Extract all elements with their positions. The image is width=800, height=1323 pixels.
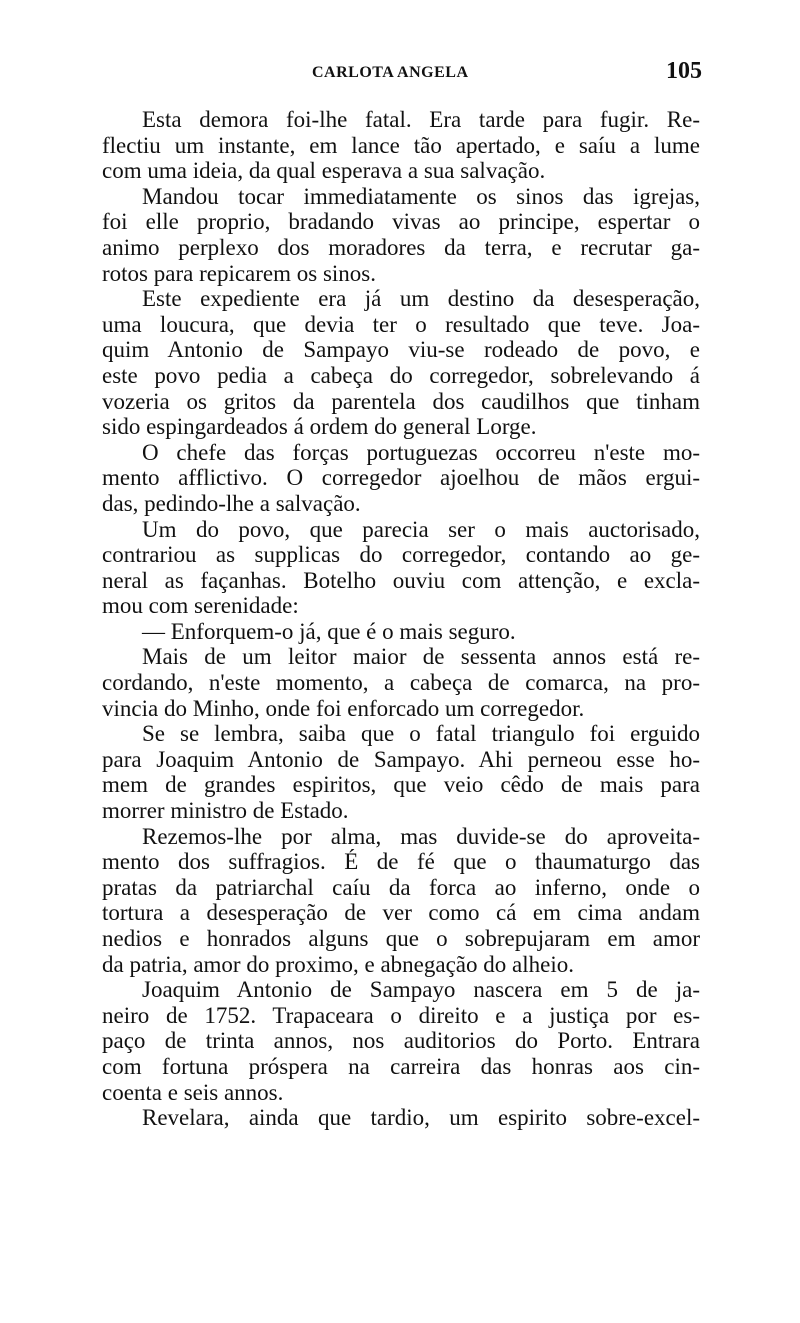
text-line: contrariou as supplicas do corregedor, contando ao ge- (102, 542, 700, 568)
text-line: mem de grandes espiritos, que veio cêdo de mais para (102, 772, 700, 798)
text-line: este povo pedia a cabeça do corregedor, sobrelevando á (102, 362, 700, 388)
text-line: neiro de 1752. Trapaceara o direito e a justiça por es- (102, 1002, 700, 1028)
text-line: Rezemos-lhe por alma, mas duvide-se do aproveita- (142, 823, 700, 849)
text-line: Este expediente era já um destino da desesperação, (142, 286, 700, 312)
text-line: mento dos suffragios. É de fé que o thaumaturgo das (102, 849, 700, 875)
text-line: vincia do Minho, onde foi enforcado um corregedor. (102, 695, 585, 721)
text-line: flectiu um instante, em lance tão apertado, e saíu a lume (102, 132, 700, 158)
text-line: para Joaquim Antonio de Sampayo. Ahi perneou esse ho- (102, 746, 700, 772)
text-line: foi elle proprio, bradando vivas ao principe, espertar o (102, 209, 700, 235)
text-line: O chefe das forças portuguezas occorreu n'este mo- (142, 439, 700, 465)
text-line: morrer ministro de Estado. (102, 798, 349, 824)
text-line: com uma ideia, da qual esperava a sua salvação. (102, 158, 546, 184)
text-line: uma loucura, que devia ter o resultado que teve. Joa- (102, 311, 700, 337)
text-line: Revelara, ainda que tardio, um espirito sobre-excel- (142, 1105, 700, 1131)
text-line: animo perplexo dos moradores da terra, e recrutar ga- (102, 234, 700, 260)
text-line: Um do povo, que parecia ser o mais auctorisado, (142, 516, 700, 542)
text-line: paço de trinta annos, nos auditorios do Porto. Entrara (102, 1028, 700, 1054)
text-line: Mais de um leitor maior de sessenta annos está re- (142, 644, 700, 670)
text-line: neral as façanhas. Botelho ouviu com attenção, e excla- (102, 567, 700, 593)
text-line: tortura a desesperação de ver como cá em cima andam (102, 900, 700, 926)
text-line: nedios e honrados alguns que o sobrepujaram em amor (102, 926, 700, 951)
text-line: sido espingardeados á ordem do general Lorge. (102, 414, 537, 440)
text-line: das, pedindo-lhe a salvação. (102, 490, 361, 516)
text-line: da patria, amor do proximo, e abnegação do alheio. (102, 951, 574, 977)
text-line: Esta demora foi-lhe fatal. Era tarde para fugir. Re- (142, 107, 700, 132)
text-line: com fortuna próspera na carreira das honras aos cin- (102, 1053, 700, 1079)
text-line: Joaquim Antonio de Sampayo nascera em 5 de ja- (142, 977, 700, 1003)
text-line: quim Antonio de Sampayo viu-se rodeado de povo, e (102, 337, 700, 363)
text-line: coenta e seis annos. (102, 1079, 284, 1105)
text-line: rotos para repicarem os sinos. (102, 260, 377, 286)
text-line: — Enforquem-o já, que é o mais seguro. (142, 618, 516, 644)
page-number: 105 (666, 58, 702, 84)
body-text (102, 107, 700, 1131)
text-line: mento afflictivo. O corregedor ajoelhou de mãos ergui- (102, 465, 700, 491)
text-line: cordando, n'este momento, a cabeça de comarca, na pro- (102, 670, 700, 696)
text-line: Mandou tocar immediatamente os sinos das igrejas, (142, 183, 700, 209)
running-title: CARLOTA ANGELA (312, 64, 469, 81)
text-line: Se se lembra, saiba que o fatal triangulo foi erguido (142, 721, 700, 747)
text-line: pratas da patriarchal caíu da forca ao inferno, onde o (102, 874, 700, 900)
text-line: mou com serenidade: (102, 593, 299, 619)
text-line: vozeria os gritos da parentela dos caudilhos que tinham (102, 388, 700, 414)
